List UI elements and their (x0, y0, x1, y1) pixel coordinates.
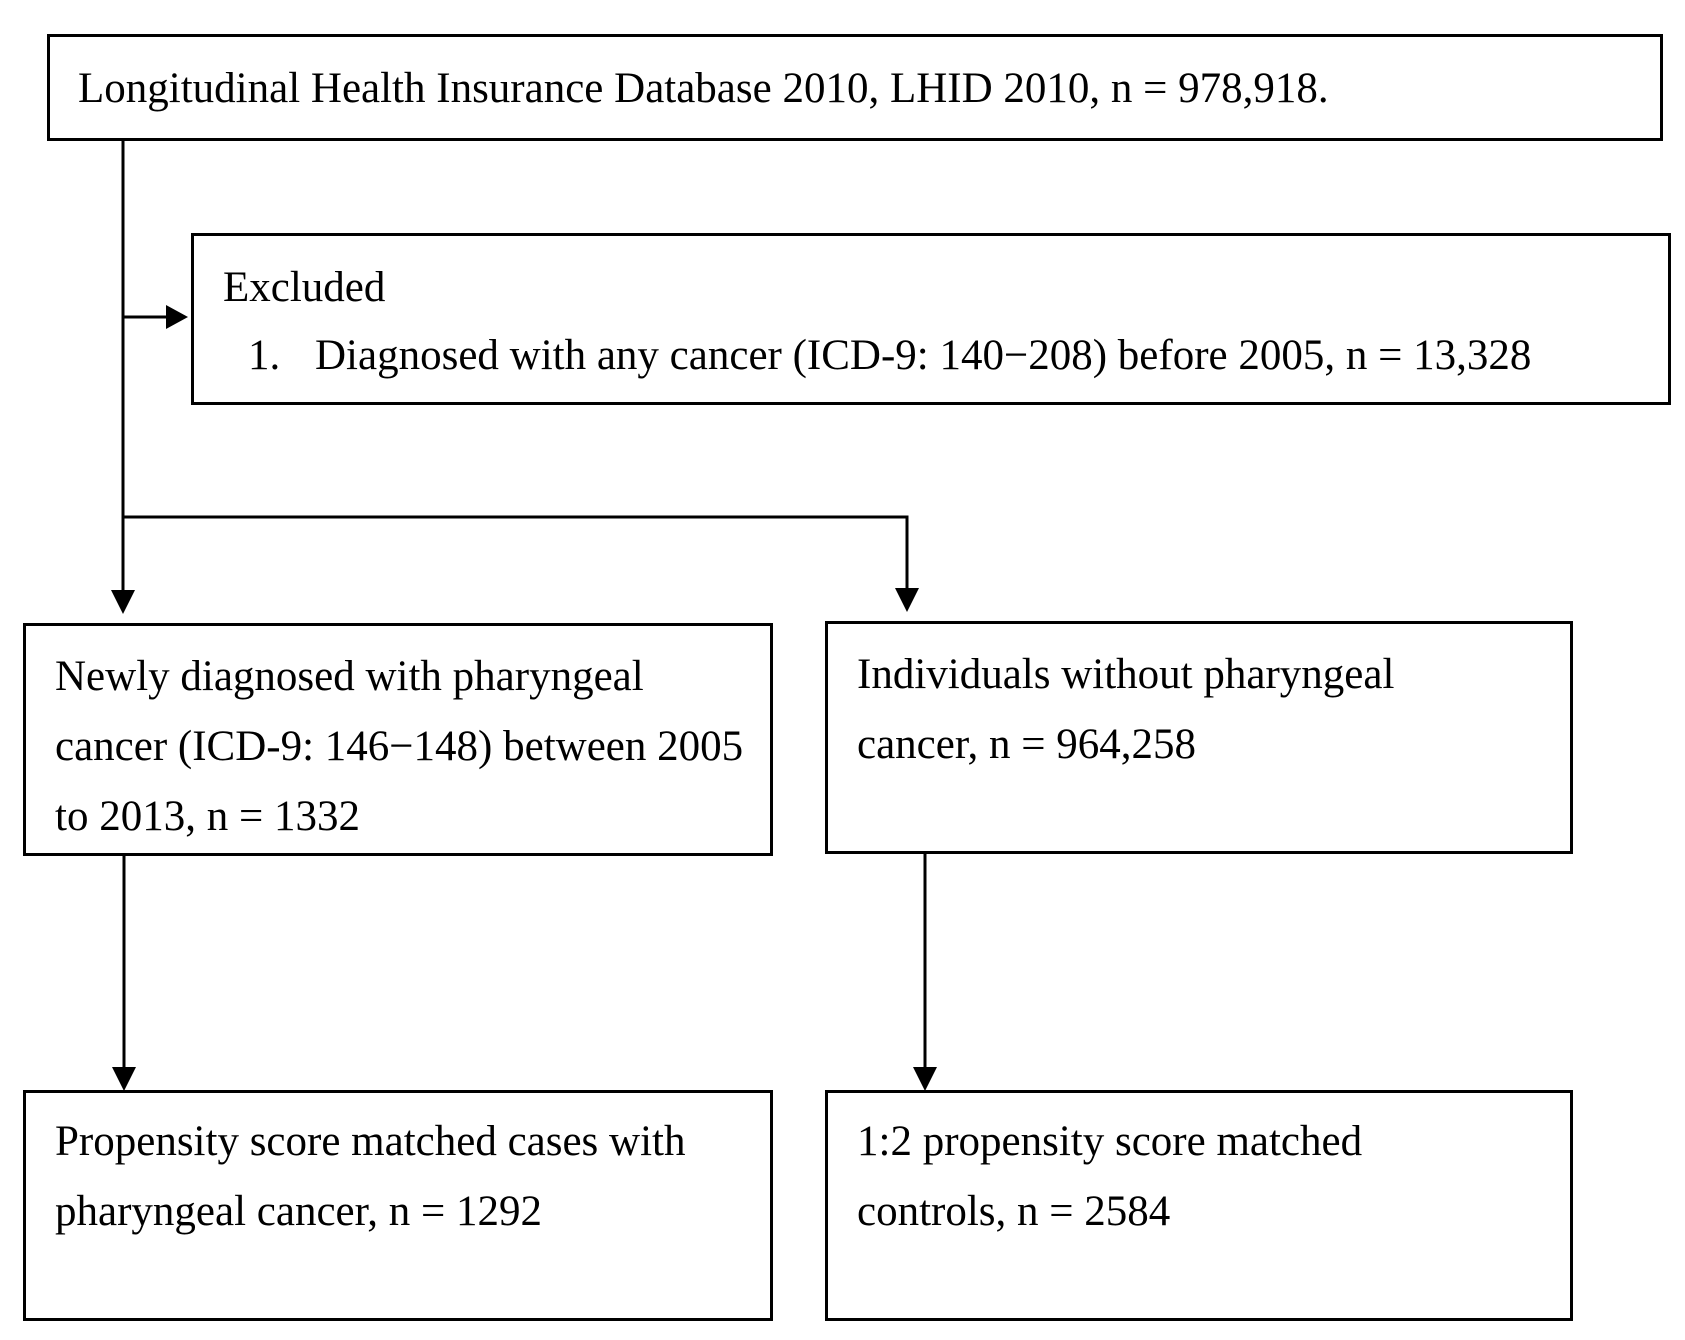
non-cases-text: Individuals without pharyngeal cancer, n = 964,258 (857, 651, 1395, 768)
cases-box (23, 623, 773, 856)
excluded-item-text: Diagnosed with any cancer (ICD-9: 140−208) before 2005, n = 13,328 (315, 332, 1532, 379)
connector-non-cases (123, 517, 907, 590)
matched-controls-text: 1:2 propensity score matched controls, n = 2584 (857, 1118, 1363, 1235)
arrow-to-matched-controls (913, 1067, 937, 1091)
database-box (47, 34, 1663, 141)
arrow-to-non-cases (895, 588, 919, 612)
cases-text: Newly diagnosed with pharyngeal cancer (ICD-9: 146−148) between 2005 to 2013, n = 1332 (55, 653, 744, 840)
arrow-to-excluded (166, 305, 188, 329)
database-text: Longitudinal Health Insurance Database 2010, LHID 2010, n = 978,918. (78, 65, 1329, 112)
matched-controls-box (825, 1090, 1573, 1321)
excluded-box (191, 233, 1671, 405)
excluded-item-number: 1. (248, 332, 281, 379)
non-cases-box (825, 621, 1573, 854)
matched-cases-box (23, 1090, 773, 1321)
excluded-heading: Excluded (223, 264, 386, 311)
arrow-to-cases (111, 590, 135, 614)
matched-cases-text: Propensity score matched cases with pharyngeal cancer, n = 1292 (55, 1118, 686, 1235)
arrow-to-matched-cases (112, 1067, 136, 1091)
